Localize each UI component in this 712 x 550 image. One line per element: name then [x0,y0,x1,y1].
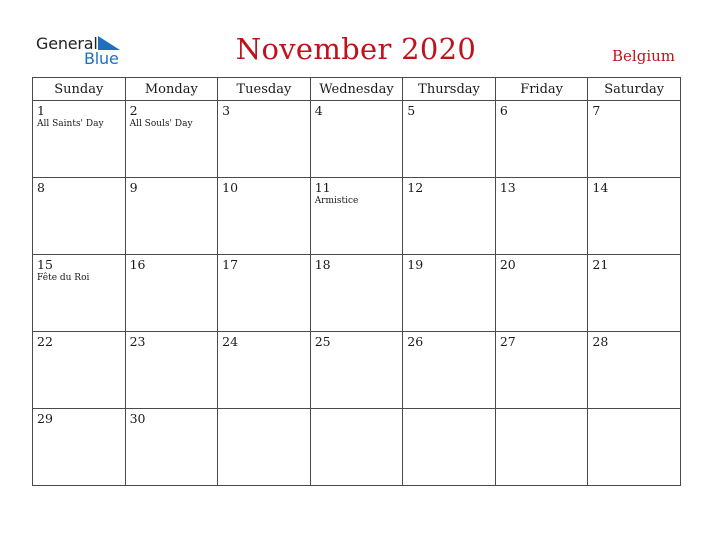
day-number: 18 [314,257,331,272]
day-number: 15 [37,257,53,272]
week-row [33,101,681,178]
holiday-label: Fête du Roi [37,273,90,283]
day-cell [218,101,311,178]
day-cell [125,178,218,255]
day-number: 26 [407,334,424,349]
day-cell [33,409,126,486]
day-cell [125,332,218,409]
day-cell [125,255,218,332]
day-cell [310,409,403,486]
holiday-label: All Souls' Day [129,119,193,129]
day-cell [495,101,588,178]
day-number: 24 [222,334,239,349]
day-number: 9 [129,180,138,195]
day-number: 3 [222,103,231,118]
week-row [33,332,681,409]
day-cell [125,409,218,486]
calendar-grid [32,77,681,486]
day-cell [310,101,403,178]
day-cell [33,332,126,409]
day-number: 4 [314,103,323,118]
weekday-header: Monday [125,78,218,101]
day-cell [33,178,126,255]
day-number: 7 [592,103,601,118]
week-row [33,178,681,255]
country-label: Belgium [612,47,675,65]
day-cell [495,178,588,255]
day-cell [218,409,311,486]
day-cell [403,332,496,409]
day-cell [218,332,311,409]
holiday-label: Armistice [314,196,359,206]
day-number: 16 [129,257,146,272]
weekday-header: Tuesday [218,78,311,101]
day-cell [588,255,681,332]
day-cell [125,101,218,178]
day-number: 12 [407,180,424,195]
holiday-label: All Saints' Day [37,119,104,129]
day-number: 20 [499,257,516,272]
day-cell [310,255,403,332]
day-cell [310,178,403,255]
day-cell [403,101,496,178]
day-number: 29 [37,411,53,426]
week-row [33,409,681,486]
day-cell [403,409,496,486]
day-cell [588,409,681,486]
day-number: 6 [499,103,508,118]
day-number: 14 [592,180,609,195]
day-number: 1 [37,103,45,118]
weekday-header: Sunday [33,78,126,101]
day-cell [588,178,681,255]
day-cell [403,178,496,255]
day-cell [218,255,311,332]
day-cell [33,255,126,332]
weekday-header: Saturday [588,78,681,101]
day-number: 19 [407,257,424,272]
day-cell [218,178,311,255]
day-number: 25 [314,334,331,349]
day-number: 23 [129,334,146,349]
day-number: 13 [499,180,516,195]
day-cell [403,255,496,332]
weekday-header: Thursday [403,78,496,101]
day-number: 28 [592,334,609,349]
logo-text-blue: Blue [84,49,119,68]
day-cell [495,255,588,332]
day-cell [588,332,681,409]
logo-text-general: General [36,34,98,53]
day-number: 30 [129,411,146,426]
weekday-header: Friday [495,78,588,101]
calendar-title: November 2020 [235,32,477,66]
day-number: 22 [37,334,53,349]
day-cell [495,332,588,409]
weekday-header: Wednesday [310,78,403,101]
day-cell [495,409,588,486]
day-number: 27 [499,334,516,349]
day-number: 17 [222,257,239,272]
day-number: 10 [222,180,239,195]
day-number: 11 [314,180,331,195]
day-cell [33,101,126,178]
week-row [33,255,681,332]
day-number: 5 [407,103,416,118]
weekday-header-row [33,78,681,101]
day-number: 8 [37,180,45,195]
day-number: 21 [592,257,609,272]
day-cell [310,332,403,409]
day-number: 2 [129,103,138,118]
day-cell [588,101,681,178]
